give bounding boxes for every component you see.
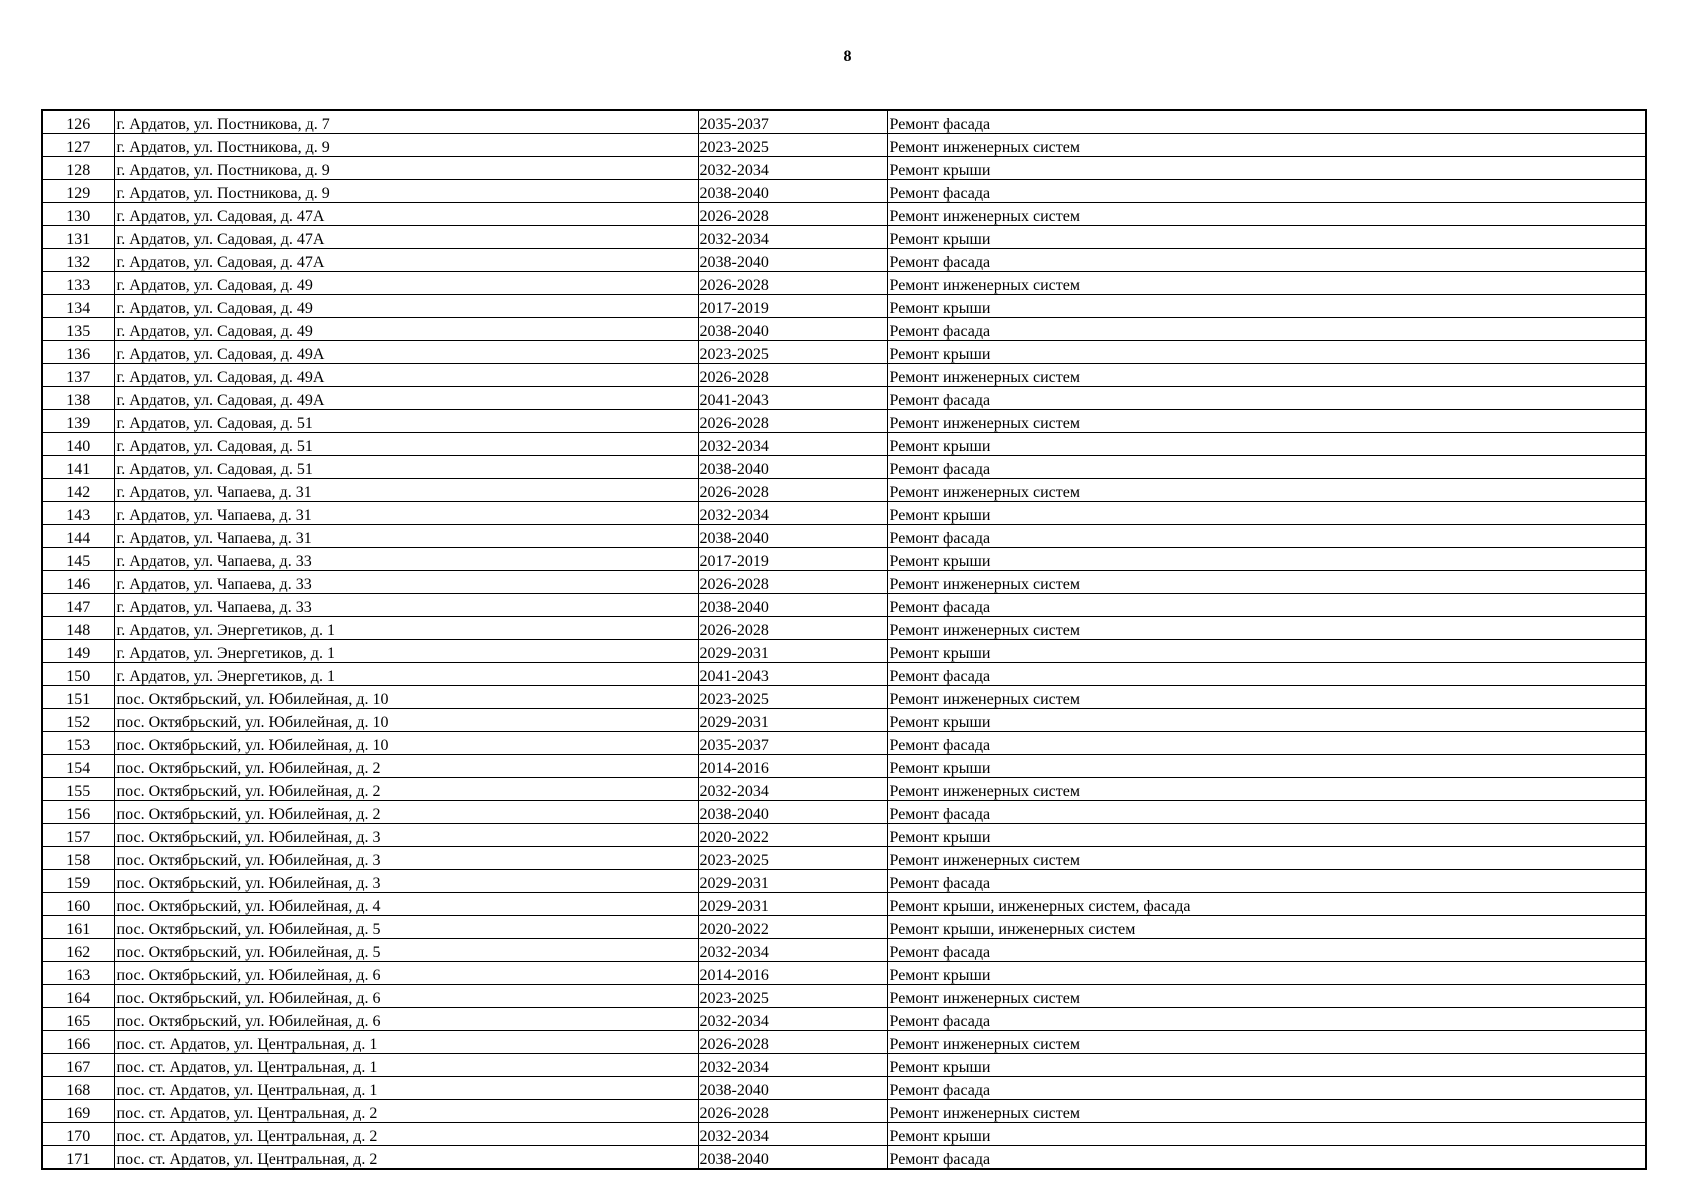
address-cell: пос. Октябрьский, ул. Юбилейная, д. 2 <box>114 778 698 801</box>
table-row <box>42 1077 1646 1100</box>
period-cell: 2038-2040 <box>698 318 887 341</box>
row-number-cell: 155 <box>42 778 114 801</box>
period-cell: 2038-2040 <box>698 180 887 203</box>
work-type-cell: Ремонт инженерных систем <box>887 571 1646 594</box>
address-cell: пос. Октябрьский, ул. Юбилейная, д. 10 <box>114 686 698 709</box>
row-number-cell: 171 <box>42 1146 114 1170</box>
period-cell: 2032-2034 <box>698 433 887 456</box>
work-type-cell: Ремонт инженерных систем <box>887 134 1646 157</box>
address-cell: г. Ардатов, ул. Постникова, д. 7 <box>114 110 698 134</box>
table-row <box>42 594 1646 617</box>
work-type-cell: Ремонт инженерных систем <box>887 686 1646 709</box>
period-cell: 2026-2028 <box>698 479 887 502</box>
period-cell: 2029-2031 <box>698 870 887 893</box>
work-type-cell: Ремонт крыши <box>887 1054 1646 1077</box>
address-cell: пос. ст. Ардатов, ул. Центральная, д. 1 <box>114 1031 698 1054</box>
period-cell: 2023-2025 <box>698 985 887 1008</box>
table-row <box>42 1146 1646 1170</box>
table-row <box>42 617 1646 640</box>
period-cell: 2026-2028 <box>698 1031 887 1054</box>
row-number-cell: 143 <box>42 502 114 525</box>
work-type-cell: Ремонт крыши <box>887 962 1646 985</box>
period-cell: 2038-2040 <box>698 594 887 617</box>
address-cell: пос. Октябрьский, ул. Юбилейная, д. 3 <box>114 824 698 847</box>
row-number-cell: 149 <box>42 640 114 663</box>
period-cell: 2035-2037 <box>698 732 887 755</box>
row-number-cell: 151 <box>42 686 114 709</box>
row-number-cell: 139 <box>42 410 114 433</box>
address-cell: пос. ст. Ардатов, ул. Центральная, д. 2 <box>114 1146 698 1170</box>
row-number-cell: 157 <box>42 824 114 847</box>
work-type-cell: Ремонт крыши <box>887 226 1646 249</box>
period-cell: 2020-2022 <box>698 824 887 847</box>
address-cell: пос. Октябрьский, ул. Юбилейная, д. 4 <box>114 893 698 916</box>
address-cell: пос. Октябрьский, ул. Юбилейная, д. 10 <box>114 709 698 732</box>
work-type-cell: Ремонт инженерных систем <box>887 410 1646 433</box>
table-row <box>42 134 1646 157</box>
table-row <box>42 824 1646 847</box>
table-row <box>42 709 1646 732</box>
period-cell: 2017-2019 <box>698 548 887 571</box>
row-number-cell: 129 <box>42 180 114 203</box>
work-type-cell: Ремонт крыши, инженерных систем <box>887 916 1646 939</box>
address-cell: г. Ардатов, ул. Чапаева, д. 31 <box>114 502 698 525</box>
address-cell: г. Ардатов, ул. Садовая, д. 49 <box>114 318 698 341</box>
table-row <box>42 939 1646 962</box>
period-cell: 2026-2028 <box>698 410 887 433</box>
work-type-cell: Ремонт фасада <box>887 318 1646 341</box>
period-cell: 2038-2040 <box>698 1146 887 1170</box>
table-row <box>42 433 1646 456</box>
address-cell: пос. Октябрьский, ул. Юбилейная, д. 2 <box>114 801 698 824</box>
table-row <box>42 341 1646 364</box>
work-type-cell: Ремонт фасада <box>887 870 1646 893</box>
address-cell: пос. ст. Ардатов, ул. Центральная, д. 2 <box>114 1100 698 1123</box>
address-cell: пос. Октябрьский, ул. Юбилейная, д. 6 <box>114 985 698 1008</box>
work-type-cell: Ремонт фасада <box>887 594 1646 617</box>
period-cell: 2041-2043 <box>698 663 887 686</box>
table-row <box>42 157 1646 180</box>
work-type-cell: Ремонт крыши <box>887 824 1646 847</box>
table-row <box>42 985 1646 1008</box>
row-number-cell: 141 <box>42 456 114 479</box>
period-cell: 2035-2037 <box>698 110 887 134</box>
address-cell: пос. Октябрьский, ул. Юбилейная, д. 5 <box>114 939 698 962</box>
work-type-cell: Ремонт крыши <box>887 341 1646 364</box>
address-cell: пос. Октябрьский, ул. Юбилейная, д. 3 <box>114 847 698 870</box>
address-cell: г. Ардатов, ул. Садовая, д. 51 <box>114 433 698 456</box>
work-type-cell: Ремонт крыши <box>887 709 1646 732</box>
work-type-cell: Ремонт фасада <box>887 801 1646 824</box>
work-type-cell: Ремонт инженерных систем <box>887 1031 1646 1054</box>
table-row <box>42 1123 1646 1146</box>
table-row <box>42 479 1646 502</box>
work-type-cell: Ремонт инженерных систем <box>887 847 1646 870</box>
work-type-cell: Ремонт фасада <box>887 939 1646 962</box>
table-row <box>42 502 1646 525</box>
table-row <box>42 732 1646 755</box>
address-cell: пос. ст. Ардатов, ул. Центральная, д. 2 <box>114 1123 698 1146</box>
row-number-cell: 135 <box>42 318 114 341</box>
table-row <box>42 249 1646 272</box>
work-type-cell: Ремонт фасада <box>887 249 1646 272</box>
period-cell: 2032-2034 <box>698 939 887 962</box>
row-number-cell: 169 <box>42 1100 114 1123</box>
row-number-cell: 156 <box>42 801 114 824</box>
work-type-cell: Ремонт инженерных систем <box>887 364 1646 387</box>
row-number-cell: 168 <box>42 1077 114 1100</box>
address-cell: г. Ардатов, ул. Садовая, д. 49 <box>114 272 698 295</box>
table-row <box>42 1054 1646 1077</box>
work-type-cell: Ремонт крыши <box>887 755 1646 778</box>
period-cell: 2032-2034 <box>698 157 887 180</box>
work-type-cell: Ремонт инженерных систем <box>887 479 1646 502</box>
work-type-cell: Ремонт фасада <box>887 1008 1646 1031</box>
row-number-cell: 150 <box>42 663 114 686</box>
repair-schedule-table <box>41 109 1647 1170</box>
row-number-cell: 136 <box>42 341 114 364</box>
period-cell: 2026-2028 <box>698 617 887 640</box>
work-type-cell: Ремонт крыши <box>887 548 1646 571</box>
table-row <box>42 1100 1646 1123</box>
row-number-cell: 163 <box>42 962 114 985</box>
period-cell: 2023-2025 <box>698 134 887 157</box>
period-cell: 2032-2034 <box>698 1123 887 1146</box>
period-cell: 2038-2040 <box>698 249 887 272</box>
table-row <box>42 686 1646 709</box>
table-row <box>42 663 1646 686</box>
row-number-cell: 165 <box>42 1008 114 1031</box>
row-number-cell: 153 <box>42 732 114 755</box>
address-cell: г. Ардатов, ул. Постникова, д. 9 <box>114 180 698 203</box>
address-cell: г. Ардатов, ул. Чапаева, д. 31 <box>114 479 698 502</box>
table-row <box>42 778 1646 801</box>
table-row <box>42 180 1646 203</box>
row-number-cell: 162 <box>42 939 114 962</box>
row-number-cell: 144 <box>42 525 114 548</box>
table-row <box>42 110 1646 134</box>
period-cell: 2026-2028 <box>698 364 887 387</box>
period-cell: 2029-2031 <box>698 709 887 732</box>
page-number: 8 <box>843 48 852 65</box>
address-cell: г. Ардатов, ул. Садовая, д. 47А <box>114 203 698 226</box>
work-type-cell: Ремонт крыши, инженерных систем, фасада <box>887 893 1646 916</box>
table-row <box>42 893 1646 916</box>
row-number-cell: 140 <box>42 433 114 456</box>
work-type-cell: Ремонт фасада <box>887 387 1646 410</box>
period-cell: 2032-2034 <box>698 778 887 801</box>
table-row <box>42 916 1646 939</box>
row-number-cell: 164 <box>42 985 114 1008</box>
period-cell: 2023-2025 <box>698 341 887 364</box>
row-number-cell: 152 <box>42 709 114 732</box>
address-cell: г. Ардатов, ул. Садовая, д. 49 <box>114 295 698 318</box>
period-cell: 2041-2043 <box>698 387 887 410</box>
table-row <box>42 962 1646 985</box>
period-cell: 2032-2034 <box>698 226 887 249</box>
work-type-cell: Ремонт фасада <box>887 456 1646 479</box>
address-cell: г. Ардатов, ул. Энергетиков, д. 1 <box>114 617 698 640</box>
row-number-cell: 128 <box>42 157 114 180</box>
table-row <box>42 456 1646 479</box>
row-number-cell: 146 <box>42 571 114 594</box>
work-type-cell: Ремонт инженерных систем <box>887 778 1646 801</box>
work-type-cell: Ремонт инженерных систем <box>887 272 1646 295</box>
table-row <box>42 801 1646 824</box>
address-cell: г. Ардатов, ул. Чапаева, д. 31 <box>114 525 698 548</box>
period-cell: 2026-2028 <box>698 203 887 226</box>
period-cell: 2032-2034 <box>698 502 887 525</box>
address-cell: г. Ардатов, ул. Чапаева, д. 33 <box>114 571 698 594</box>
period-cell: 2020-2022 <box>698 916 887 939</box>
table-row <box>42 571 1646 594</box>
table-row <box>42 226 1646 249</box>
address-cell: пос. Октябрьский, ул. Юбилейная, д. 3 <box>114 870 698 893</box>
row-number-cell: 147 <box>42 594 114 617</box>
row-number-cell: 142 <box>42 479 114 502</box>
work-type-cell: Ремонт крыши <box>887 157 1646 180</box>
row-number-cell: 132 <box>42 249 114 272</box>
address-cell: г. Ардатов, ул. Садовая, д. 49А <box>114 341 698 364</box>
row-number-cell: 127 <box>42 134 114 157</box>
row-number-cell: 130 <box>42 203 114 226</box>
work-type-cell: Ремонт фасада <box>887 110 1646 134</box>
address-cell: г. Ардатов, ул. Садовая, д. 49А <box>114 387 698 410</box>
work-type-cell: Ремонт крыши <box>887 1123 1646 1146</box>
work-type-cell: Ремонт крыши <box>887 433 1646 456</box>
period-cell: 2026-2028 <box>698 1100 887 1123</box>
row-number-cell: 161 <box>42 916 114 939</box>
row-number-cell: 170 <box>42 1123 114 1146</box>
work-type-cell: Ремонт фасада <box>887 180 1646 203</box>
work-type-cell: Ремонт инженерных систем <box>887 1100 1646 1123</box>
period-cell: 2029-2031 <box>698 893 887 916</box>
table-row <box>42 272 1646 295</box>
row-number-cell: 133 <box>42 272 114 295</box>
address-cell: пос. Октябрьский, ул. Юбилейная, д. 6 <box>114 962 698 985</box>
table-row <box>42 870 1646 893</box>
address-cell: г. Ардатов, ул. Энергетиков, д. 1 <box>114 640 698 663</box>
work-type-cell: Ремонт инженерных систем <box>887 985 1646 1008</box>
address-cell: пос. Октябрьский, ул. Юбилейная, д. 5 <box>114 916 698 939</box>
table-row <box>42 295 1646 318</box>
table-row <box>42 203 1646 226</box>
table-row <box>42 755 1646 778</box>
address-cell: пос. ст. Ардатов, ул. Центральная, д. 1 <box>114 1054 698 1077</box>
row-number-cell: 134 <box>42 295 114 318</box>
table-row <box>42 364 1646 387</box>
address-cell: г. Ардатов, ул. Постникова, д. 9 <box>114 134 698 157</box>
address-cell: г. Ардатов, ул. Энергетиков, д. 1 <box>114 663 698 686</box>
period-cell: 2023-2025 <box>698 686 887 709</box>
period-cell: 2026-2028 <box>698 272 887 295</box>
row-number-cell: 131 <box>42 226 114 249</box>
period-cell: 2032-2034 <box>698 1054 887 1077</box>
table-row <box>42 847 1646 870</box>
address-cell: пос. Октябрьский, ул. Юбилейная, д. 2 <box>114 755 698 778</box>
work-type-cell: Ремонт крыши <box>887 640 1646 663</box>
work-type-cell: Ремонт фасада <box>887 1146 1646 1170</box>
period-cell: 2014-2016 <box>698 755 887 778</box>
row-number-cell: 166 <box>42 1031 114 1054</box>
row-number-cell: 145 <box>42 548 114 571</box>
address-cell: г. Ардатов, ул. Садовая, д. 47А <box>114 249 698 272</box>
table-row <box>42 1031 1646 1054</box>
row-number-cell: 137 <box>42 364 114 387</box>
period-cell: 2023-2025 <box>698 847 887 870</box>
table-row <box>42 410 1646 433</box>
row-number-cell: 154 <box>42 755 114 778</box>
period-cell: 2026-2028 <box>698 571 887 594</box>
work-type-cell: Ремонт крыши <box>887 502 1646 525</box>
period-cell: 2038-2040 <box>698 801 887 824</box>
row-number-cell: 160 <box>42 893 114 916</box>
row-number-cell: 167 <box>42 1054 114 1077</box>
period-cell: 2038-2040 <box>698 525 887 548</box>
table-row <box>42 640 1646 663</box>
address-cell: г. Ардатов, ул. Садовая, д. 51 <box>114 410 698 433</box>
repair-schedule-table-container <box>41 109 1645 1170</box>
address-cell: г. Ардатов, ул. Чапаева, д. 33 <box>114 548 698 571</box>
period-cell: 2038-2040 <box>698 1077 887 1100</box>
address-cell: пос. Октябрьский, ул. Юбилейная, д. 6 <box>114 1008 698 1031</box>
address-cell: пос. Октябрьский, ул. Юбилейная, д. 10 <box>114 732 698 755</box>
address-cell: г. Ардатов, ул. Чапаева, д. 33 <box>114 594 698 617</box>
work-type-cell: Ремонт фасада <box>887 525 1646 548</box>
table-row <box>42 548 1646 571</box>
row-number-cell: 159 <box>42 870 114 893</box>
table-row <box>42 387 1646 410</box>
period-cell: 2032-2034 <box>698 1008 887 1031</box>
address-cell: г. Ардатов, ул. Садовая, д. 47А <box>114 226 698 249</box>
period-cell: 2029-2031 <box>698 640 887 663</box>
row-number-cell: 148 <box>42 617 114 640</box>
address-cell: г. Ардатов, ул. Постникова, д. 9 <box>114 157 698 180</box>
address-cell: г. Ардатов, ул. Садовая, д. 51 <box>114 456 698 479</box>
table-row <box>42 525 1646 548</box>
period-cell: 2038-2040 <box>698 456 887 479</box>
row-number-cell: 138 <box>42 387 114 410</box>
period-cell: 2017-2019 <box>698 295 887 318</box>
address-cell: пос. ст. Ардатов, ул. Центральная, д. 1 <box>114 1077 698 1100</box>
row-number-cell: 126 <box>42 110 114 134</box>
address-cell: г. Ардатов, ул. Садовая, д. 49А <box>114 364 698 387</box>
row-number-cell: 158 <box>42 847 114 870</box>
work-type-cell: Ремонт крыши <box>887 295 1646 318</box>
work-type-cell: Ремонт фасада <box>887 663 1646 686</box>
table-row <box>42 318 1646 341</box>
period-cell: 2014-2016 <box>698 962 887 985</box>
work-type-cell: Ремонт инженерных систем <box>887 617 1646 640</box>
work-type-cell: Ремонт фасада <box>887 1077 1646 1100</box>
work-type-cell: Ремонт фасада <box>887 732 1646 755</box>
table-body <box>42 110 1646 1169</box>
table-row <box>42 1008 1646 1031</box>
work-type-cell: Ремонт инженерных систем <box>887 203 1646 226</box>
